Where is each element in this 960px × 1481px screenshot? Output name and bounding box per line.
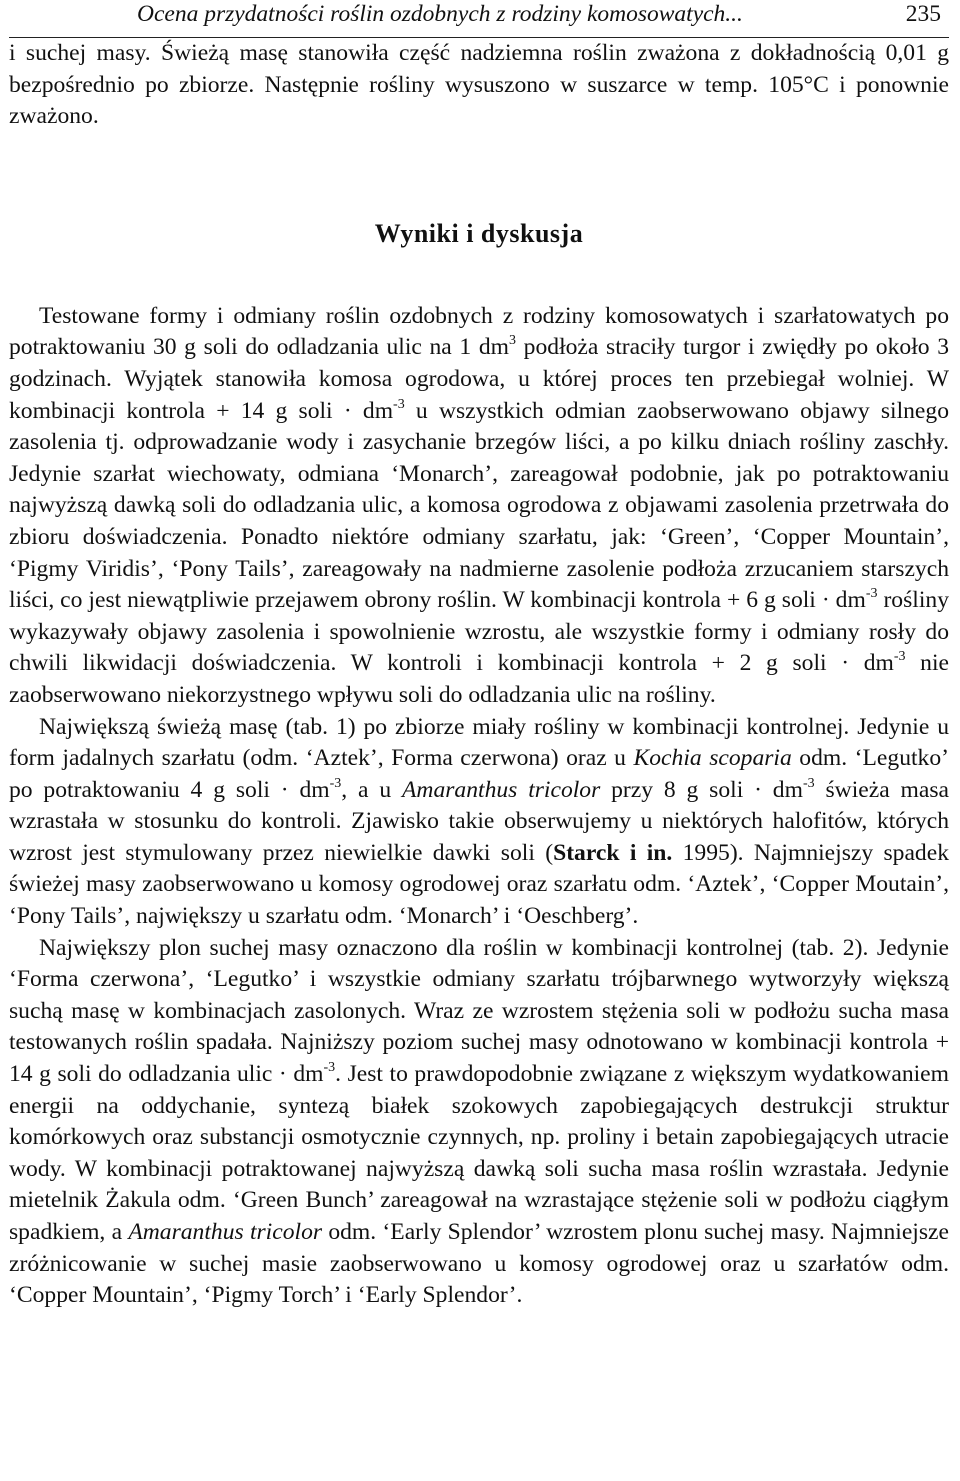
text-run: nie zaobserwowano niekorzystnego wpływu soli do odladzania ulic na rośliny. [9,650,949,708]
species-name: Kochia scoparia [633,745,792,772]
superscript: 3 [509,333,517,349]
paragraph-results-1 [9,301,949,712]
paragraph-results-3 [9,933,949,1312]
superscript: -3 [393,396,405,412]
text-run: Największy plon suchej masy oznaczono dla roślin w kombinacji kontrolnej (tab. 2). Jedynie ‘Forma czerwona’, ‘Legutko’ i wszystkie odmiany szarłatu trójbarwnego wytworzyły większą suchą masę w kombinacjach zasolonych. Wraz ze wzrostem stężenia soli w podłożu sucha masa testowanych roślin spadała. Najniższy poziom suchej masy odnotowano w kombinacji kontrola + 14 g soli do odladzania ulic · dm [9,934,949,1088]
species-name: Amaranthus tricolor [128,1219,323,1245]
text-run: 1995). Najmniejszy spadek świeżej masy zaobserwowano u komosy ogrodowej oraz szarłatu odm. ‘Aztek’, ‘Copper Moutain’, ‘Pony Tails’, największy u szarłatu odm. ‘Monarch’ i ‘Oeschberg’. [9,839,949,930]
text-run: odm. ‘Legutko’ po potraktowaniu 4 g soli · dm [9,745,950,803]
running-header [9,0,949,38]
superscript: -3 [329,775,342,791]
page-number: 235 [905,1,941,27]
text-run: odm. ‘Early Splendor’ wzrostem plonu suchej masy. Najmniejsze zróżnicowanie w suchej masie zaobserwowano u komosy ogrodowej oraz u szarłatów odm. ‘Copper Mountain’, ‘Pigmy Torch’ i ‘Early Splendor’. [9,1219,949,1309]
superscript: -3 [323,1060,336,1076]
superscript: -3 [893,649,906,665]
text-run: rośliny wykazywały objawy zasolenia i spowolnienie wzrostu, ale wszystkie formy i odmiany rosły do chwili likwidacji doświadczenia. W kontroli i kombinacji kontrola + 2 g soli · dm [9,587,949,677]
body-text [9,38,949,1312]
citation-authors: Starck i in. [553,839,673,866]
text-run: Największą świeżą masę (tab. 1) po zbiorze miały rośliny w kombinacji kontrolnej. Jedynie u form jadalnych szarłatu (odm. ‘Aztek’, Forma czerwona) oraz u [9,713,949,772]
text-run: świeża masa wzrastała w stosunku do kontroli. Zjawisko takie obserwujemy u niektórych halofitów, których wzrost jest stymulowany przez niewielkie dawki soli ( [9,776,949,866]
text-run: i suchej masy. Świeżą masę stanowiła część nadziemna roślin zważona z dokładnością 0,01 g bezpośrednio po zbiorze. Następnie rośliny wysuszono w suszarce w temp. 105°C i ponownie zważono. [9,40,949,130]
paragraph-results-2 [9,712,949,933]
superscript: -3 [865,586,878,602]
superscript: -3 [802,775,815,791]
text-run: . Jest to prawdopodobnie związane z większym wydatkowaniem energii na oddychanie, syntezą białek szokowych zapobiegających destrukcji struktur komórkowych oraz substancji osmotycznie czynnych, np. proliny i betain zapobiegających utracie wody. W kombinacji potraktowanej najwyższą dawką soli sucha masa roślin wzrastała. Jedynie mietelnik Żakula odm. ‘Green Bunch’ zareagował na wzrastające stężenie soli w podłożu ciągłym spadkiem, a [9,1061,949,1245]
section-heading: Wyniki i dyskusja [374,218,584,248]
text-run: Testowane formy i odmiany roślin ozdobnych z rodziny komosowatych i szarłatowatych po potraktowaniu 30 g soli do odladzania ulic na 1 dm [9,302,949,361]
running-title: Ocena przydatności roślin ozdobnych z rodziny komosowatych... [137,1,743,27]
paragraph-intro [9,38,949,133]
text-run: u wszystkich odmian zaobserwowano objawy silnego zasolenia tj. odprowadzanie wody i zasychanie brzegów liści, a po kilku dniach rośliny zaschły. Jedynie szarłat wiechowaty, odmiana ‘Monarch’, zareagował podobnie, jak po potraktowaniu najwyższą dawką soli do odladzania ulic, a komosa ogrodowa z objawami zasolenia przetrwała do zbioru doświadczenia. Ponadto niektóre odmiany szarłatu, jak: ‘Green’, ‘Copper Mountain’, ‘Pigmy Viridis’, ‘Pony Tails’, zareagowały na nadmierne zasolenie podłoża zrzucaniem starszych liści, co jest niewątpliwie przejawem obrony roślin. W kombinacji kontrola + 6 g soli · dm [9,397,949,614]
text-run: podłoża straciły turgor i zwiędły po około 3 godzinach. Wyjątek stanowiła komosa ogrodowa, u której proces ten przebiegał wolniej. W kombinacji kontrola + 14 g soli · dm [9,334,949,424]
text-run: przy 8 g soli · dm [600,776,803,803]
species-name: Amaranthus tricolor [402,776,601,803]
text-run: , a u [341,776,402,803]
